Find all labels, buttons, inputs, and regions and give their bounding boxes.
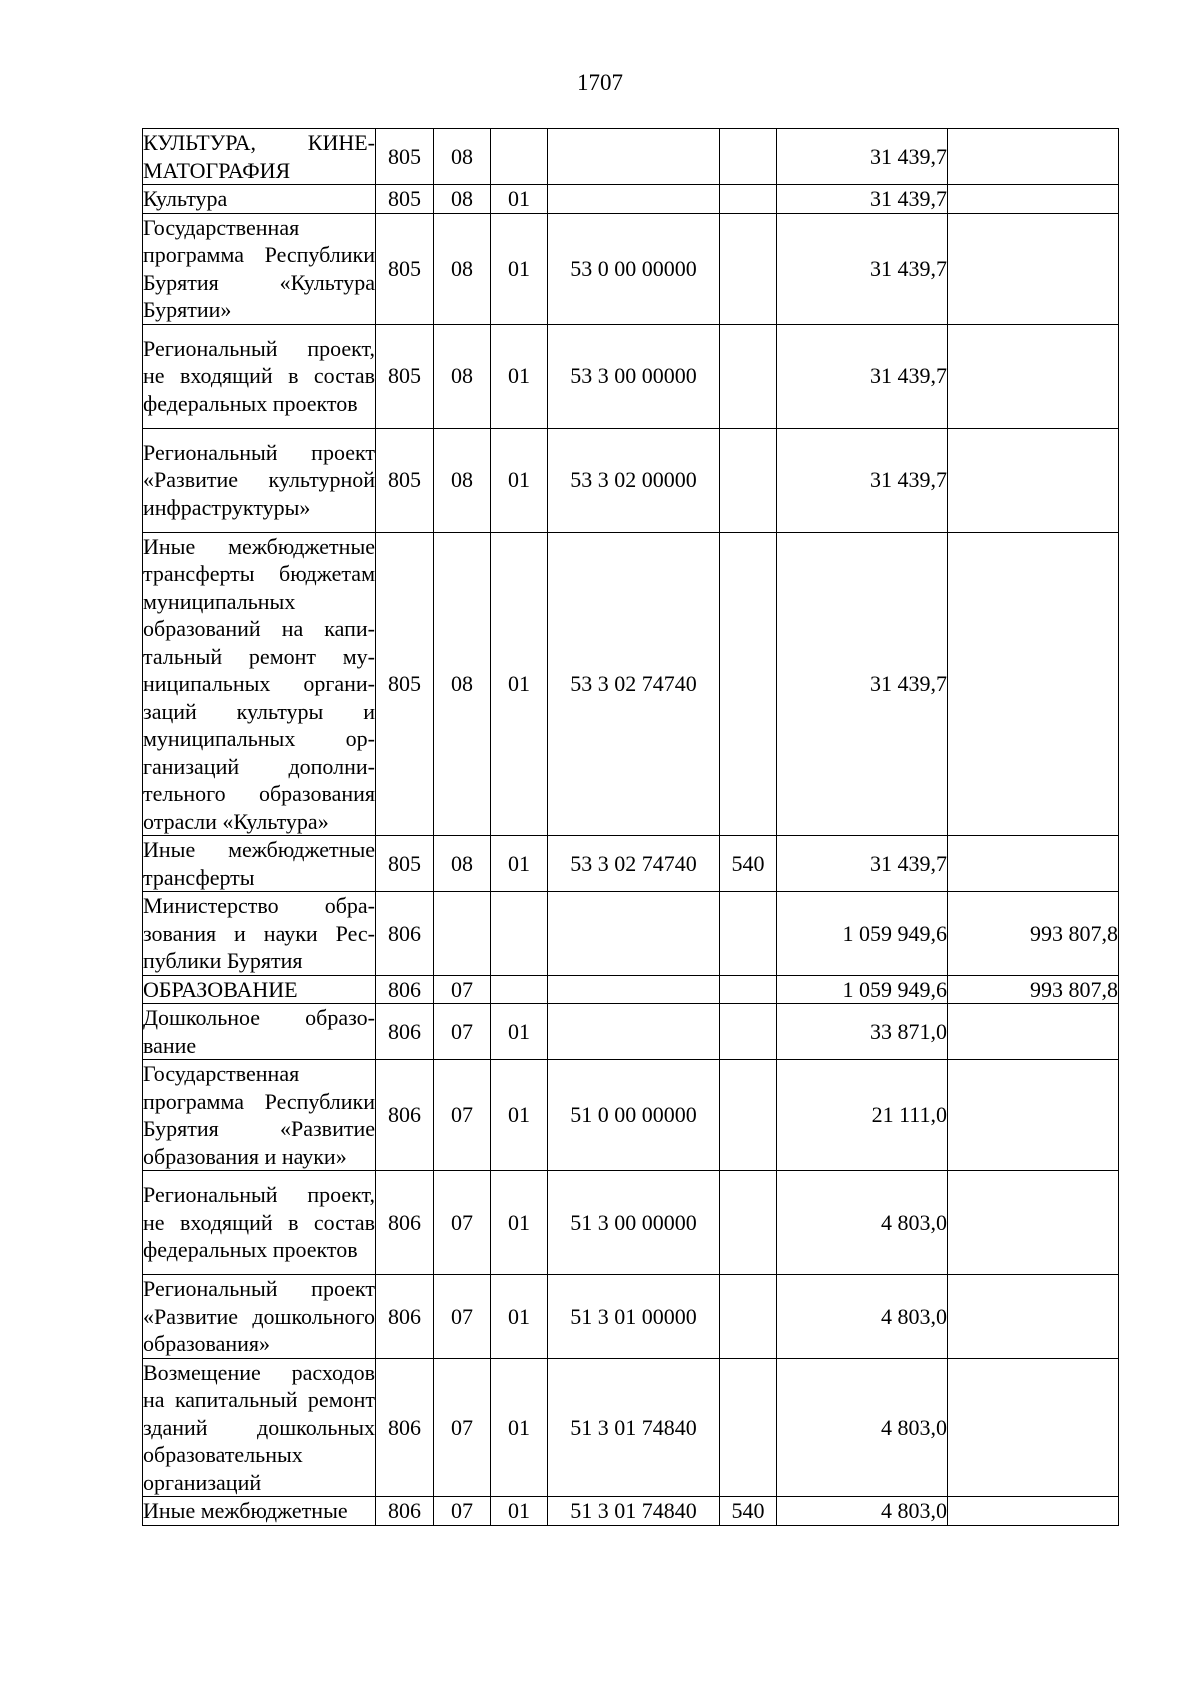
- row-subsection-cell: 01: [491, 1004, 548, 1060]
- row-name-cell: Иные межбюджетные трансферты: [143, 837, 375, 890]
- table-row: [143, 1497, 1119, 1526]
- budget-table: [142, 128, 1119, 1526]
- row-expense-type-cell: [720, 185, 777, 214]
- table-row: [143, 1275, 1119, 1359]
- row-subsection-cell: 01: [491, 1060, 548, 1171]
- row-target-cell: 53 0 00 00000: [548, 213, 720, 324]
- row-target-cell: [548, 892, 720, 976]
- table-row: [143, 324, 1119, 428]
- table-row: [143, 129, 1119, 185]
- table-row: [143, 428, 1119, 532]
- row-code-cell: 805: [376, 185, 434, 214]
- row-name-cell: Дошкольное образование: [143, 1005, 375, 1058]
- row-amount-secondary-cell: [948, 213, 1119, 324]
- row-amount-secondary-cell: [948, 185, 1119, 214]
- row-subsection-cell: 01: [491, 1171, 548, 1275]
- row-subsection-cell: 01: [491, 1358, 548, 1497]
- row-target-cell: 51 3 01 74840: [548, 1358, 720, 1497]
- row-amount-cell: 21 111,0: [777, 1060, 948, 1171]
- row-amount-cell: 33 871,0: [777, 1004, 948, 1060]
- page-number: 1707: [577, 70, 623, 95]
- row-name-cell: Региональный проект «Развитие культурной инфраструктуры»: [143, 428, 376, 532]
- row-expense-type-cell: [720, 1004, 777, 1060]
- row-amount-secondary-cell: [948, 532, 1119, 836]
- row-code-cell: 806: [376, 1171, 434, 1275]
- row-subsection-cell: [491, 129, 548, 185]
- row-section-cell: 07: [434, 1358, 491, 1497]
- row-expense-type-cell: [720, 532, 777, 836]
- table-row: [143, 1004, 1119, 1060]
- row-name-cell: Региональный проект, не входящий в состав федеральных проектов: [143, 1171, 376, 1275]
- row-amount-cell: 31 439,7: [777, 213, 948, 324]
- row-code-cell: 805: [376, 836, 434, 892]
- row-amount-cell: 4 803,0: [777, 1275, 948, 1359]
- row-expense-type-cell: [720, 975, 777, 1004]
- table-row: [143, 975, 1119, 1004]
- row-amount-secondary-cell: [948, 428, 1119, 532]
- row-amount-secondary-cell: [948, 1275, 1119, 1359]
- row-target-cell: 53 3 02 74740: [548, 836, 720, 892]
- row-name-cell: Культура: [143, 185, 376, 214]
- row-section-cell: 08: [434, 129, 491, 185]
- row-expense-type-cell: [720, 428, 777, 532]
- row-subsection-cell: [491, 975, 548, 1004]
- row-name-cell: ОБРАЗОВАНИЕ: [143, 975, 376, 1004]
- table-row: [143, 532, 1119, 836]
- row-amount-secondary-cell: [948, 324, 1119, 428]
- row-name-cell: Региональный проект, не входящий в состав федеральных проектов: [143, 324, 376, 428]
- row-amount-cell: 31 439,7: [777, 129, 948, 185]
- row-target-cell: 51 0 00 00000: [548, 1060, 720, 1171]
- row-amount-secondary-cell: [948, 1060, 1119, 1171]
- table-row: [143, 1171, 1119, 1275]
- budget-table-body: [143, 129, 1119, 1526]
- row-section-cell: 08: [434, 532, 491, 836]
- row-expense-type-cell: [720, 324, 777, 428]
- row-target-cell: [548, 129, 720, 185]
- row-amount-cell: 1 059 949,6: [777, 892, 948, 976]
- row-code-cell: 805: [376, 129, 434, 185]
- row-expense-type-cell: 540: [720, 1497, 777, 1526]
- row-section-cell: 08: [434, 428, 491, 532]
- row-section-cell: 08: [434, 213, 491, 324]
- row-expense-type-cell: [720, 129, 777, 185]
- row-amount-secondary-cell: [948, 1358, 1119, 1497]
- row-subsection-cell: 01: [491, 1497, 548, 1526]
- row-target-cell: [548, 975, 720, 1004]
- row-code-cell: 805: [376, 428, 434, 532]
- row-code-cell: 806: [376, 1497, 434, 1526]
- row-expense-type-cell: [720, 892, 777, 976]
- row-amount-secondary-cell: [948, 836, 1119, 892]
- table-row: [143, 1358, 1119, 1497]
- row-amount-secondary-cell: 993 807,8: [948, 892, 1119, 976]
- row-target-cell: [548, 185, 720, 214]
- row-section-cell: 07: [434, 975, 491, 1004]
- row-amount-secondary-cell: [948, 1171, 1119, 1275]
- row-amount-cell: 31 439,7: [777, 185, 948, 214]
- row-expense-type-cell: [720, 213, 777, 324]
- row-expense-type-cell: [720, 1171, 777, 1275]
- row-code-cell: 805: [376, 532, 434, 836]
- row-amount-cell: 31 439,7: [777, 532, 948, 836]
- row-target-cell: 53 3 00 00000: [548, 324, 720, 428]
- row-subsection-cell: 01: [491, 836, 548, 892]
- row-amount-cell: 31 439,7: [777, 836, 948, 892]
- row-section-cell: [434, 892, 491, 976]
- row-amount-cell: 31 439,7: [777, 428, 948, 532]
- row-expense-type-cell: 540: [720, 836, 777, 892]
- row-target-cell: 53 3 02 74740: [548, 532, 720, 836]
- table-row: [143, 892, 1119, 976]
- row-amount-secondary-cell: [948, 1497, 1119, 1526]
- table-row: [143, 213, 1119, 324]
- row-target-cell: [548, 1004, 720, 1060]
- row-code-cell: 806: [376, 892, 434, 976]
- row-section-cell: 07: [434, 1060, 491, 1171]
- row-section-cell: 07: [434, 1497, 491, 1526]
- row-name-cell: Государственная программа Республики Бурятия «Культура Бурятии»: [143, 214, 375, 322]
- row-section-cell: 08: [434, 324, 491, 428]
- row-target-cell: 51 3 00 00000: [548, 1171, 720, 1275]
- row-name-cell: Государственная программа Республики Бурятия «Развитие образования и науки»: [143, 1061, 375, 1169]
- row-expense-type-cell: [720, 1358, 777, 1497]
- row-code-cell: 805: [376, 324, 434, 428]
- row-name-cell: Региональный проект «Развитие дошкольного образования»: [143, 1276, 375, 1356]
- row-subsection-cell: 01: [491, 428, 548, 532]
- row-subsection-cell: [491, 892, 548, 976]
- row-section-cell: 07: [434, 1171, 491, 1275]
- row-name-cell: Иные межбюджетные трансферты бюджетам муниципальных образований на капитальный ремонт муниципальных организаций культуры и муниципальных организаций дополнительного образования отрасли «Культура»: [143, 533, 375, 834]
- row-name-cell: Возмещение расходов на капитальный ремонт зданий дошкольных образовательных организаций: [143, 1359, 375, 1495]
- row-subsection-cell: 01: [491, 1275, 548, 1359]
- row-subsection-cell: 01: [491, 185, 548, 214]
- table-row: [143, 836, 1119, 892]
- row-amount-secondary-cell: 993 807,8: [948, 975, 1119, 1004]
- row-section-cell: 08: [434, 836, 491, 892]
- row-amount-cell: 4 803,0: [777, 1171, 948, 1275]
- row-section-cell: 07: [434, 1004, 491, 1060]
- row-subsection-cell: 01: [491, 324, 548, 428]
- row-code-cell: 806: [376, 1275, 434, 1359]
- row-target-cell: 51 3 01 74840: [548, 1497, 720, 1526]
- row-name-cell: Иные межбюджетные: [143, 1497, 376, 1526]
- row-expense-type-cell: [720, 1275, 777, 1359]
- row-name-cell: КУЛЬТУРА, КИНЕМАТОГРАФИЯ: [143, 130, 375, 183]
- row-code-cell: 805: [376, 213, 434, 324]
- row-expense-type-cell: [720, 1060, 777, 1171]
- row-name-cell: Министерство образования и науки Республики Бурятия: [143, 893, 375, 973]
- row-amount-cell: 31 439,7: [777, 324, 948, 428]
- row-amount-cell: 4 803,0: [777, 1358, 948, 1497]
- row-amount-secondary-cell: [948, 1004, 1119, 1060]
- row-target-cell: 53 3 02 00000: [548, 428, 720, 532]
- table-row: [143, 1060, 1119, 1171]
- row-section-cell: 07: [434, 1275, 491, 1359]
- row-section-cell: 08: [434, 185, 491, 214]
- row-code-cell: 806: [376, 1060, 434, 1171]
- row-code-cell: 806: [376, 1358, 434, 1497]
- row-code-cell: 806: [376, 975, 434, 1004]
- row-code-cell: 806: [376, 1004, 434, 1060]
- row-subsection-cell: 01: [491, 213, 548, 324]
- row-amount-secondary-cell: [948, 129, 1119, 185]
- table-row: [143, 185, 1119, 214]
- row-target-cell: 51 3 01 00000: [548, 1275, 720, 1359]
- row-amount-cell: 1 059 949,6: [777, 975, 948, 1004]
- row-subsection-cell: 01: [491, 532, 548, 836]
- row-amount-cell: 4 803,0: [777, 1497, 948, 1526]
